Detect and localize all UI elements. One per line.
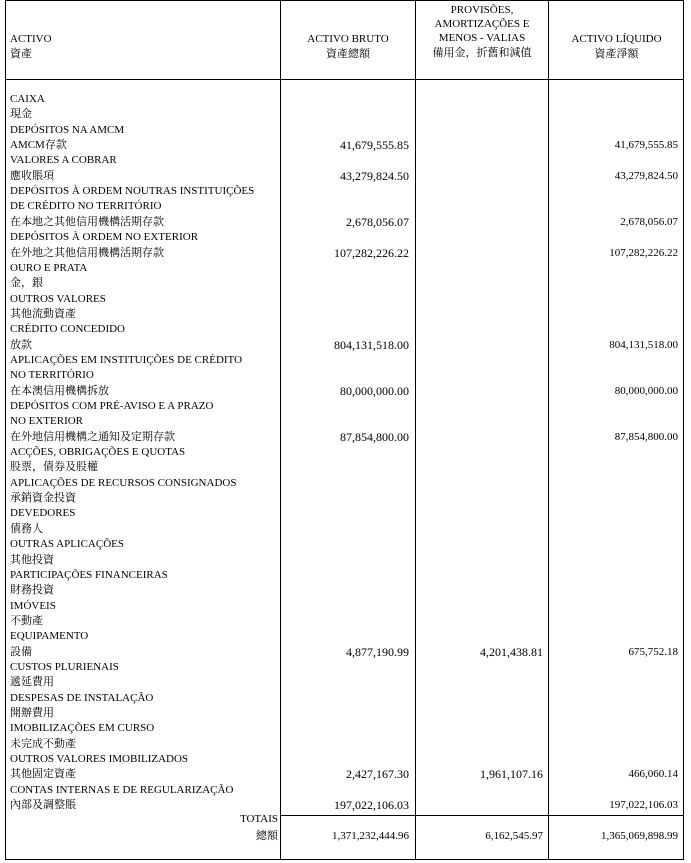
row-label: 未完成不動產 — [10, 738, 76, 750]
cell-liquido: 197,022,106.03 — [609, 799, 678, 811]
row-label: 現金 — [10, 108, 32, 120]
header-liquido-zh: 資產淨額 — [594, 48, 639, 60]
header-provisoes-zh: 備用金，折舊和減值 — [432, 47, 532, 59]
cell-bruto: 2,427,167.30 — [346, 767, 409, 781]
row-label: CAIXA — [10, 93, 45, 105]
row-label: 放款 — [10, 339, 32, 351]
row-label: 承銷資金投資 — [10, 492, 76, 504]
row-label: 不動產 — [10, 615, 43, 627]
row-label: 其他流動資產 — [10, 308, 76, 320]
cell-bruto: 41,679,555.85 — [340, 138, 409, 152]
cell-liquido: 107,282,226.22 — [609, 247, 678, 259]
row-label: 在本澳信用機構拆放 — [10, 385, 109, 397]
column-divider — [415, 0, 416, 860]
cell-liquido: 466,060.14 — [628, 768, 678, 780]
row-label: 在外地之其他信用機構活期存款 — [10, 247, 164, 259]
cell-bruto: 197,022,106.03 — [334, 798, 409, 812]
header-separator — [5, 79, 684, 80]
cell-bruto: 107,282,226.22 — [334, 246, 409, 260]
total-liquido: 1,365,069,898.99 — [601, 830, 678, 842]
cell-liquido: 87,854,800.00 — [614, 431, 678, 443]
cell-liquido: 43,279,824.50 — [614, 170, 678, 182]
row-label: 應收賬項 — [10, 170, 54, 182]
row-label: OUTRAS APLICAÇÕES — [10, 538, 124, 550]
cell-bruto: 804,131,518.00 — [334, 338, 409, 352]
row-label: 在外地信用機構之通知及定期存款 — [10, 431, 175, 443]
cell-liquido: 80,000,000.00 — [614, 385, 678, 397]
row-label: IMÓVEIS — [10, 600, 56, 612]
row-label: APLICAÇÕES EM INSTITUIÇÕES DE CRÉDITO — [10, 354, 243, 366]
header-provisoes: PROVISÕES, — [450, 4, 514, 16]
row-label: 遞延費用 — [10, 676, 54, 688]
cell-liquido: 675,752.18 — [628, 646, 678, 658]
total-bruto: 1,371,232,444.96 — [332, 830, 409, 842]
row-label: DEVEDORES — [10, 507, 76, 519]
totals-separator — [280, 815, 684, 816]
row-label: AMCM存款 — [10, 139, 67, 151]
header-activo-zh: 資產 — [10, 48, 32, 60]
row-label: 股票，債券及股權 — [10, 461, 98, 473]
row-label: DEPÓSITOS NA AMCM — [10, 124, 125, 136]
row-label: 內部及調整賬 — [10, 799, 76, 811]
row-label: 債務人 — [10, 523, 43, 535]
row-label: OUTROS VALORES IMOBILIZADOS — [10, 753, 189, 765]
row-label: 財務投資 — [10, 584, 54, 596]
cell-liquido: 41,679,555.85 — [614, 139, 678, 151]
row-label: IMOBILIZAÇÕES EM CURSO — [10, 722, 155, 734]
row-label: NO EXTERIOR — [10, 415, 84, 427]
row-label: NO TERRITÓRIO — [10, 369, 94, 381]
cell-bruto: 80,000,000.00 — [340, 384, 409, 398]
row-label: CONTAS INTERNAS E DE REGULARIZAÇÃO — [10, 784, 234, 796]
header-bruto-zh: 資產總額 — [326, 48, 370, 60]
cell-bruto: 87,854,800.00 — [340, 430, 409, 444]
header-activo: ACTIVO — [10, 33, 52, 45]
row-label: DEPÓSITOS COM PRÉ-AVISO E A PRAZO — [10, 400, 214, 412]
total-provisoes: 6,162,545.97 — [485, 830, 543, 842]
totals-label-zh: 總額 — [256, 830, 278, 842]
row-label: 開辦費用 — [10, 707, 54, 719]
row-label: 金，銀 — [10, 277, 43, 289]
header-bruto: ACTIVO BRUTO — [307, 33, 389, 45]
cell-provisoes: 4,201,438.81 — [480, 645, 543, 659]
row-label: OURO E PRATA — [10, 262, 88, 274]
row-label: VALORES A COBRAR — [10, 154, 117, 166]
cell-liquido: 2,678,056.07 — [620, 216, 678, 228]
cell-liquido: 804,131,518.00 — [609, 339, 678, 351]
row-label: APLICAÇÕES DE RECURSOS CONSIGNADOS — [10, 477, 237, 489]
row-label: 在本地之其他信用機構活期存款 — [10, 216, 164, 228]
cell-bruto: 43,279,824.50 — [340, 169, 409, 183]
header-liquido: ACTIVO LÍQUIDO — [571, 33, 662, 45]
row-label: DEPÓSITOS À ORDEM NO EXTERIOR — [10, 231, 199, 243]
row-label: PARTICIPAÇÕES FINANCEIRAS — [10, 569, 168, 581]
header-menos-valias: MENOS - VALIAS — [438, 32, 526, 44]
row-label: CRÉDITO CONCEDIDO — [10, 323, 125, 335]
row-label: EQUIPAMENTO — [10, 630, 89, 642]
cell-bruto: 2,678,056.07 — [346, 215, 409, 229]
row-label: DE CRÉDITO NO TERRITÓRIO — [10, 200, 162, 212]
cell-provisoes: 1,961,107.16 — [480, 767, 543, 781]
row-label: DEPÓSITOS À ORDEM NOUTRAS INSTITUIÇÕES — [10, 185, 255, 197]
totals-label: TOTAIS — [239, 813, 278, 825]
cell-bruto: 4,877,190.99 — [346, 645, 409, 659]
row-label: OUTROS VALORES — [10, 293, 106, 305]
row-label: 其他固定資產 — [10, 768, 76, 780]
row-label: ACÇÕES, OBRIGAÇÕES E QUOTAS — [10, 446, 186, 458]
row-label: 設備 — [10, 646, 32, 658]
header-amortizacoes: AMORTIZAÇÕES E — [434, 18, 530, 30]
row-label: DESPESAS DE INSTALAÇÃO — [10, 692, 154, 704]
row-label: CUSTOS PLURIENAIS — [10, 661, 119, 673]
row-label: 其他投資 — [10, 554, 54, 566]
